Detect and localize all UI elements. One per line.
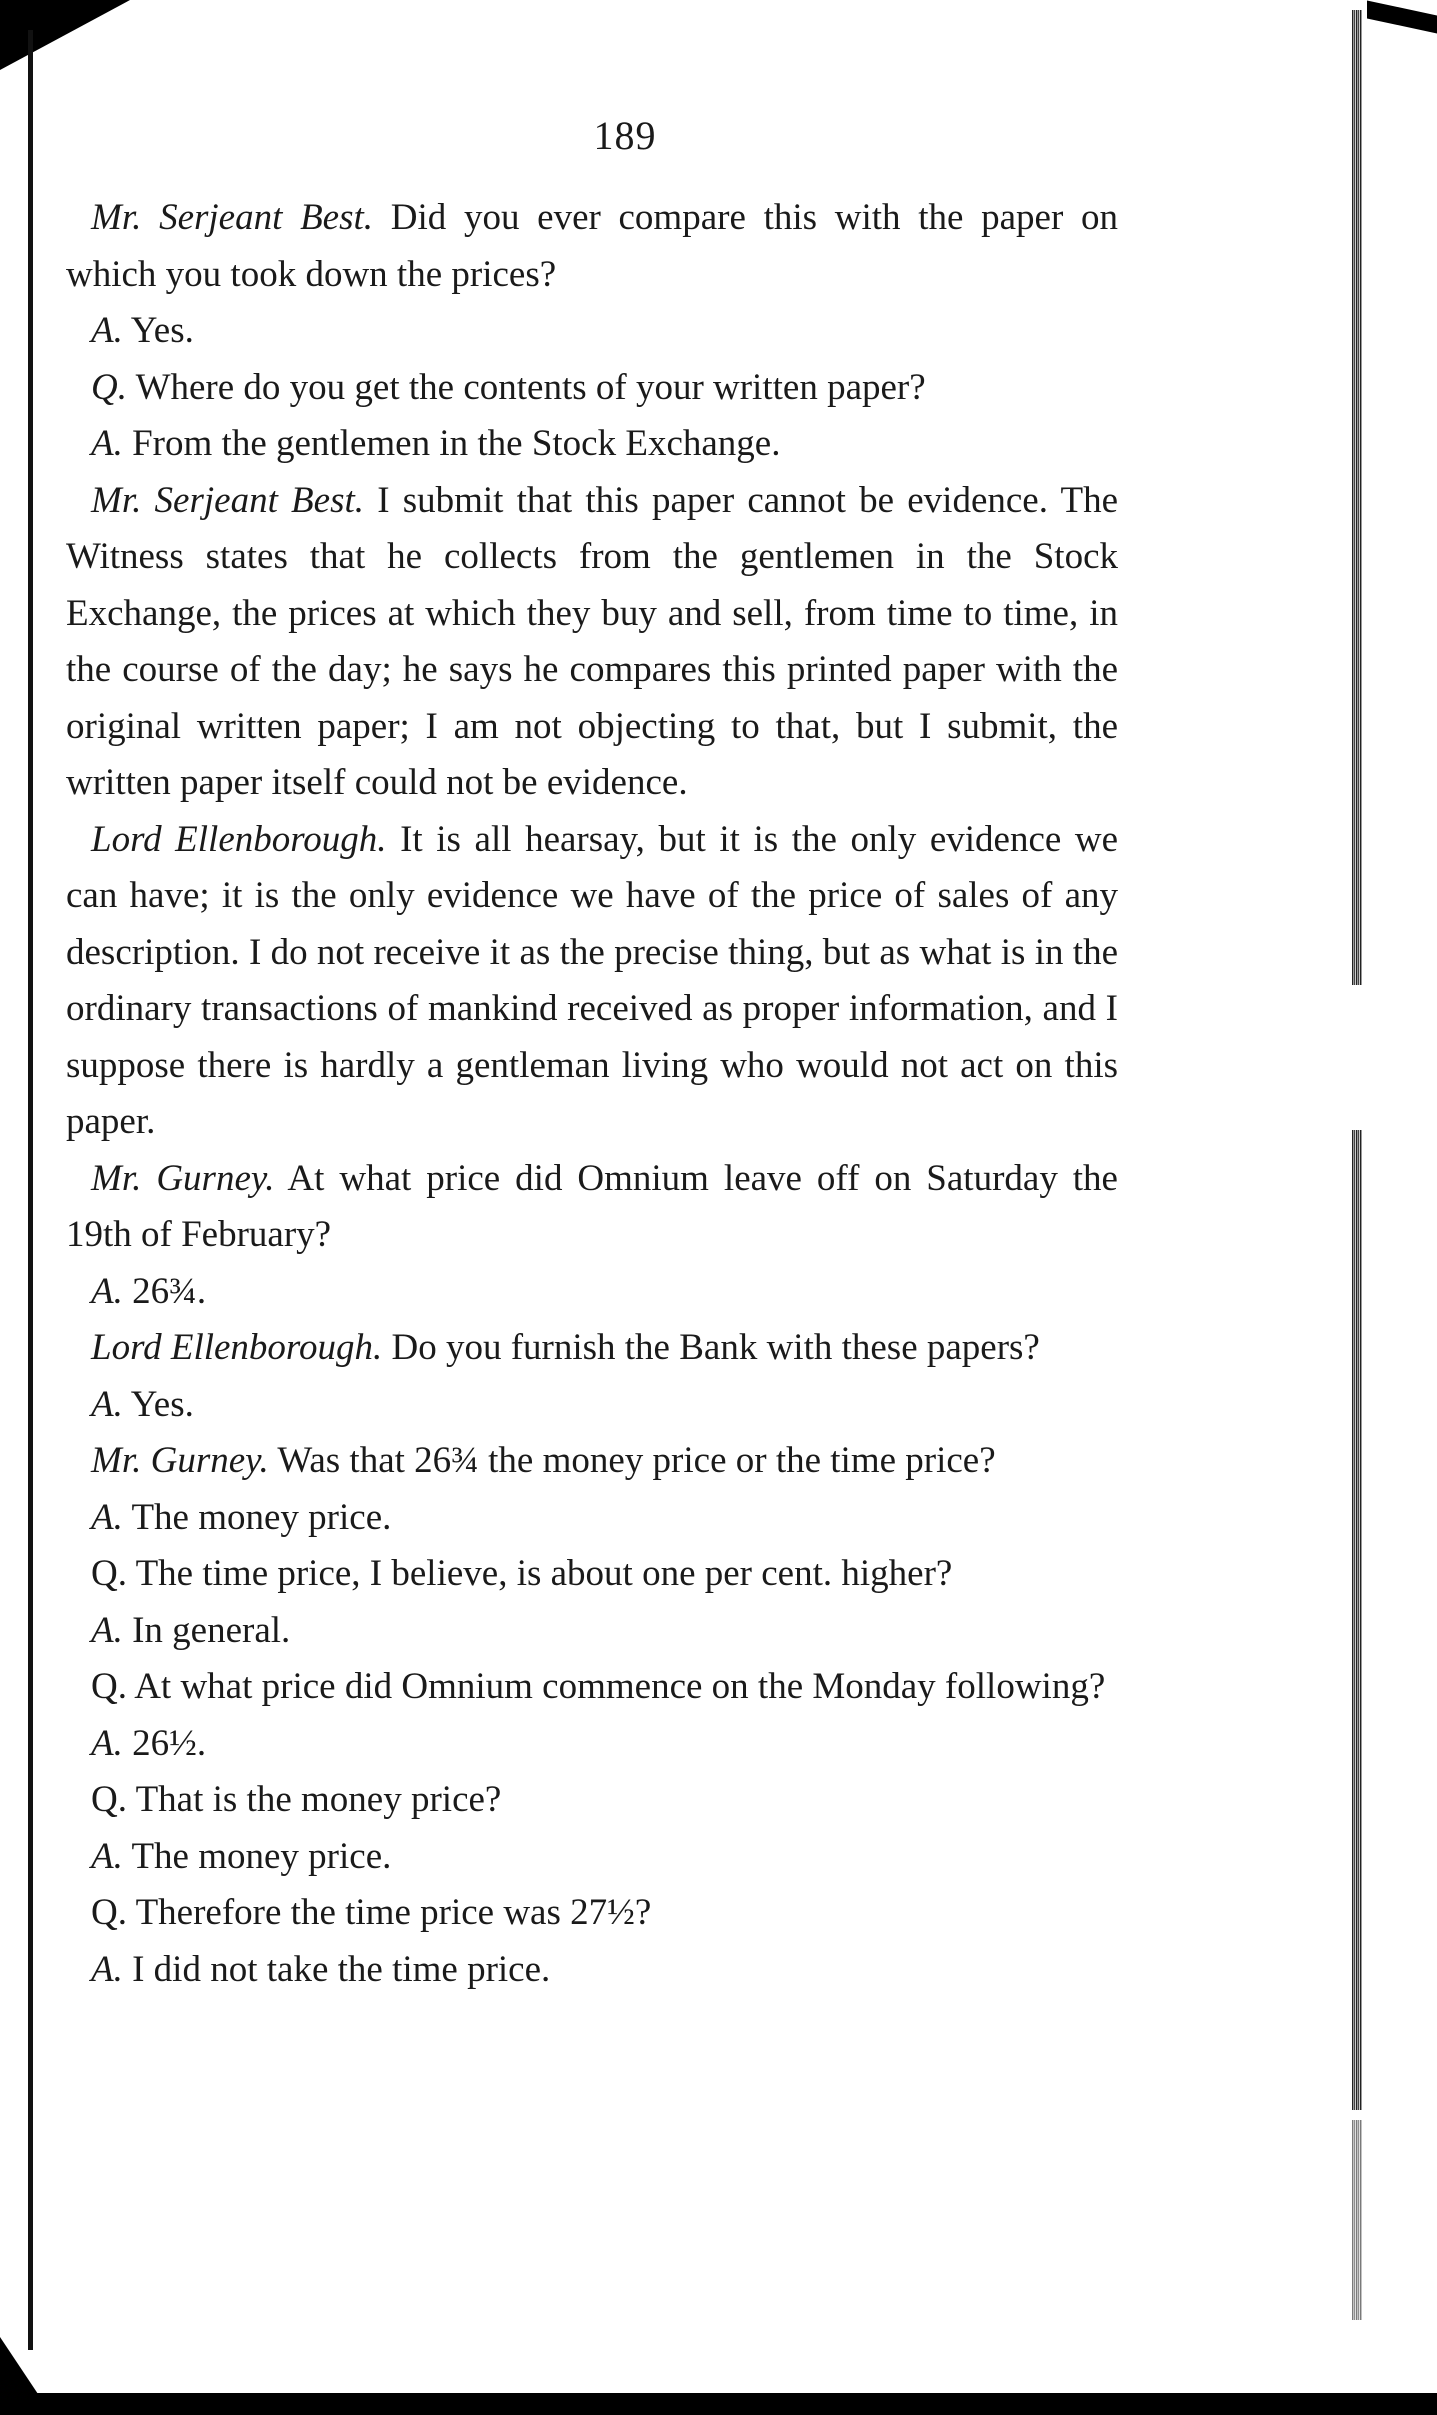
paragraph-text: Did you ever compare this with the paper on which you took down the prices? xyxy=(66,197,1118,295)
speaker: Q. xyxy=(91,1553,127,1594)
page-edge-left xyxy=(28,30,33,2350)
paragraph-text: At what price did Omnium leave off on Saturday the 19th of February? xyxy=(66,1157,1118,1255)
paragraph-text: Therefore the time price was 27½? xyxy=(135,1892,652,1933)
speaker: Mr. Gurney. xyxy=(91,1440,269,1481)
paragraph xyxy=(66,1772,1118,1829)
paragraph-text: It is all hearsay, but it is the only evidence we can have; it is the only evidence we have of the price of sales of any description. I do not receive it as the precise thing, but as what is in the ordinary transactions of mankind received as proper information, and I suppose there is hardly a gentleman living who would not act on this paper. xyxy=(66,818,1118,1142)
page-number: 189 xyxy=(593,113,657,158)
paragraph-text: Was that 26¾ the money price or the time price? xyxy=(277,1440,996,1481)
speaker: A. xyxy=(91,1609,123,1651)
paragraph-text: The money price. xyxy=(131,1496,392,1538)
speaker: Lord Ellenborough. xyxy=(91,818,387,860)
paragraph xyxy=(66,360,1118,417)
speaker: Q. xyxy=(91,1666,127,1707)
paragraph-text: Do you furnish the Bank with these papers? xyxy=(391,1327,1040,1368)
paragraph-text: Yes. xyxy=(130,310,194,351)
paragraph xyxy=(66,1716,1118,1773)
speaker: A. xyxy=(91,423,123,464)
speaker: A. xyxy=(91,1496,123,1538)
binding-edge-top xyxy=(1352,10,1362,985)
paragraph xyxy=(66,1546,1118,1603)
paragraph xyxy=(66,1829,1118,1886)
paragraph xyxy=(66,1490,1118,1547)
paragraph xyxy=(66,1659,1118,1716)
paragraph xyxy=(66,1264,1118,1321)
speaker: A. xyxy=(91,1383,123,1425)
speaker: Q. xyxy=(91,1892,127,1933)
speaker: Mr. Serjeant Best. xyxy=(91,479,365,521)
paragraph xyxy=(66,1151,1118,1264)
paragraph xyxy=(66,1885,1118,1942)
scan-mark-top-right xyxy=(1367,1,1437,34)
paragraph xyxy=(66,1942,1118,1999)
speaker: Q. xyxy=(91,366,127,408)
speaker: A. xyxy=(91,1270,123,1312)
page-body xyxy=(66,190,1118,1998)
paragraph-text: From the gentlemen in the Stock Exchange. xyxy=(132,423,781,464)
paragraph xyxy=(66,303,1118,360)
speaker: Mr. Gurney. xyxy=(91,1157,275,1199)
paragraph-text: Where do you get the contents of your written paper? xyxy=(135,366,926,408)
scan-corner-bottom-left xyxy=(0,2337,40,2397)
speaker: Q. xyxy=(91,1779,127,1820)
paragraph xyxy=(66,1320,1118,1377)
speaker: A. xyxy=(91,1948,123,1990)
paragraph-text: That is the money price? xyxy=(135,1779,502,1820)
scan-edge-bottom xyxy=(0,2393,1437,2415)
paragraph-text: The money price. xyxy=(131,1835,392,1877)
paragraph-text: I did not take the time price. xyxy=(132,1948,551,1990)
paragraph xyxy=(66,1377,1118,1434)
paragraph xyxy=(66,1433,1118,1490)
speaker: A. xyxy=(91,1835,123,1877)
paragraph xyxy=(66,416,1118,473)
paragraph-text: Yes. xyxy=(130,1383,194,1425)
paragraph-text: At what price did Omnium commence on the Monday following? xyxy=(134,1666,1106,1707)
paragraph xyxy=(66,190,1118,303)
paragraph-text: In general. xyxy=(132,1609,291,1651)
speaker: Mr. Serjeant Best. xyxy=(91,197,374,238)
speaker: A. xyxy=(91,310,123,351)
paragraph-text: 26½. xyxy=(132,1722,207,1764)
paragraph-text: I submit that this paper cannot be evidence. The Witness states that he collects from the gentlemen in the Stock Exchange, the prices at which they buy and sell, from time to time, in the course of the day; he says he compares this printed paper with the original written paper; I am not objecting to that, but I submit, the written paper itself could not be evidence. xyxy=(66,479,1119,803)
paragraph-text: The time price, I believe, is about one per cent. higher? xyxy=(135,1553,953,1594)
scan-corner-top xyxy=(0,0,130,70)
paragraph xyxy=(66,812,1118,1151)
speaker: A. xyxy=(91,1722,123,1764)
speaker: Lord Ellenborough. xyxy=(91,1327,383,1368)
paragraph-text: 26¾. xyxy=(132,1270,207,1312)
paragraph xyxy=(66,1603,1118,1660)
binding-edge-middle xyxy=(1352,1130,1362,2110)
paragraph xyxy=(66,473,1118,812)
binding-edge-bottom xyxy=(1352,2120,1362,2320)
